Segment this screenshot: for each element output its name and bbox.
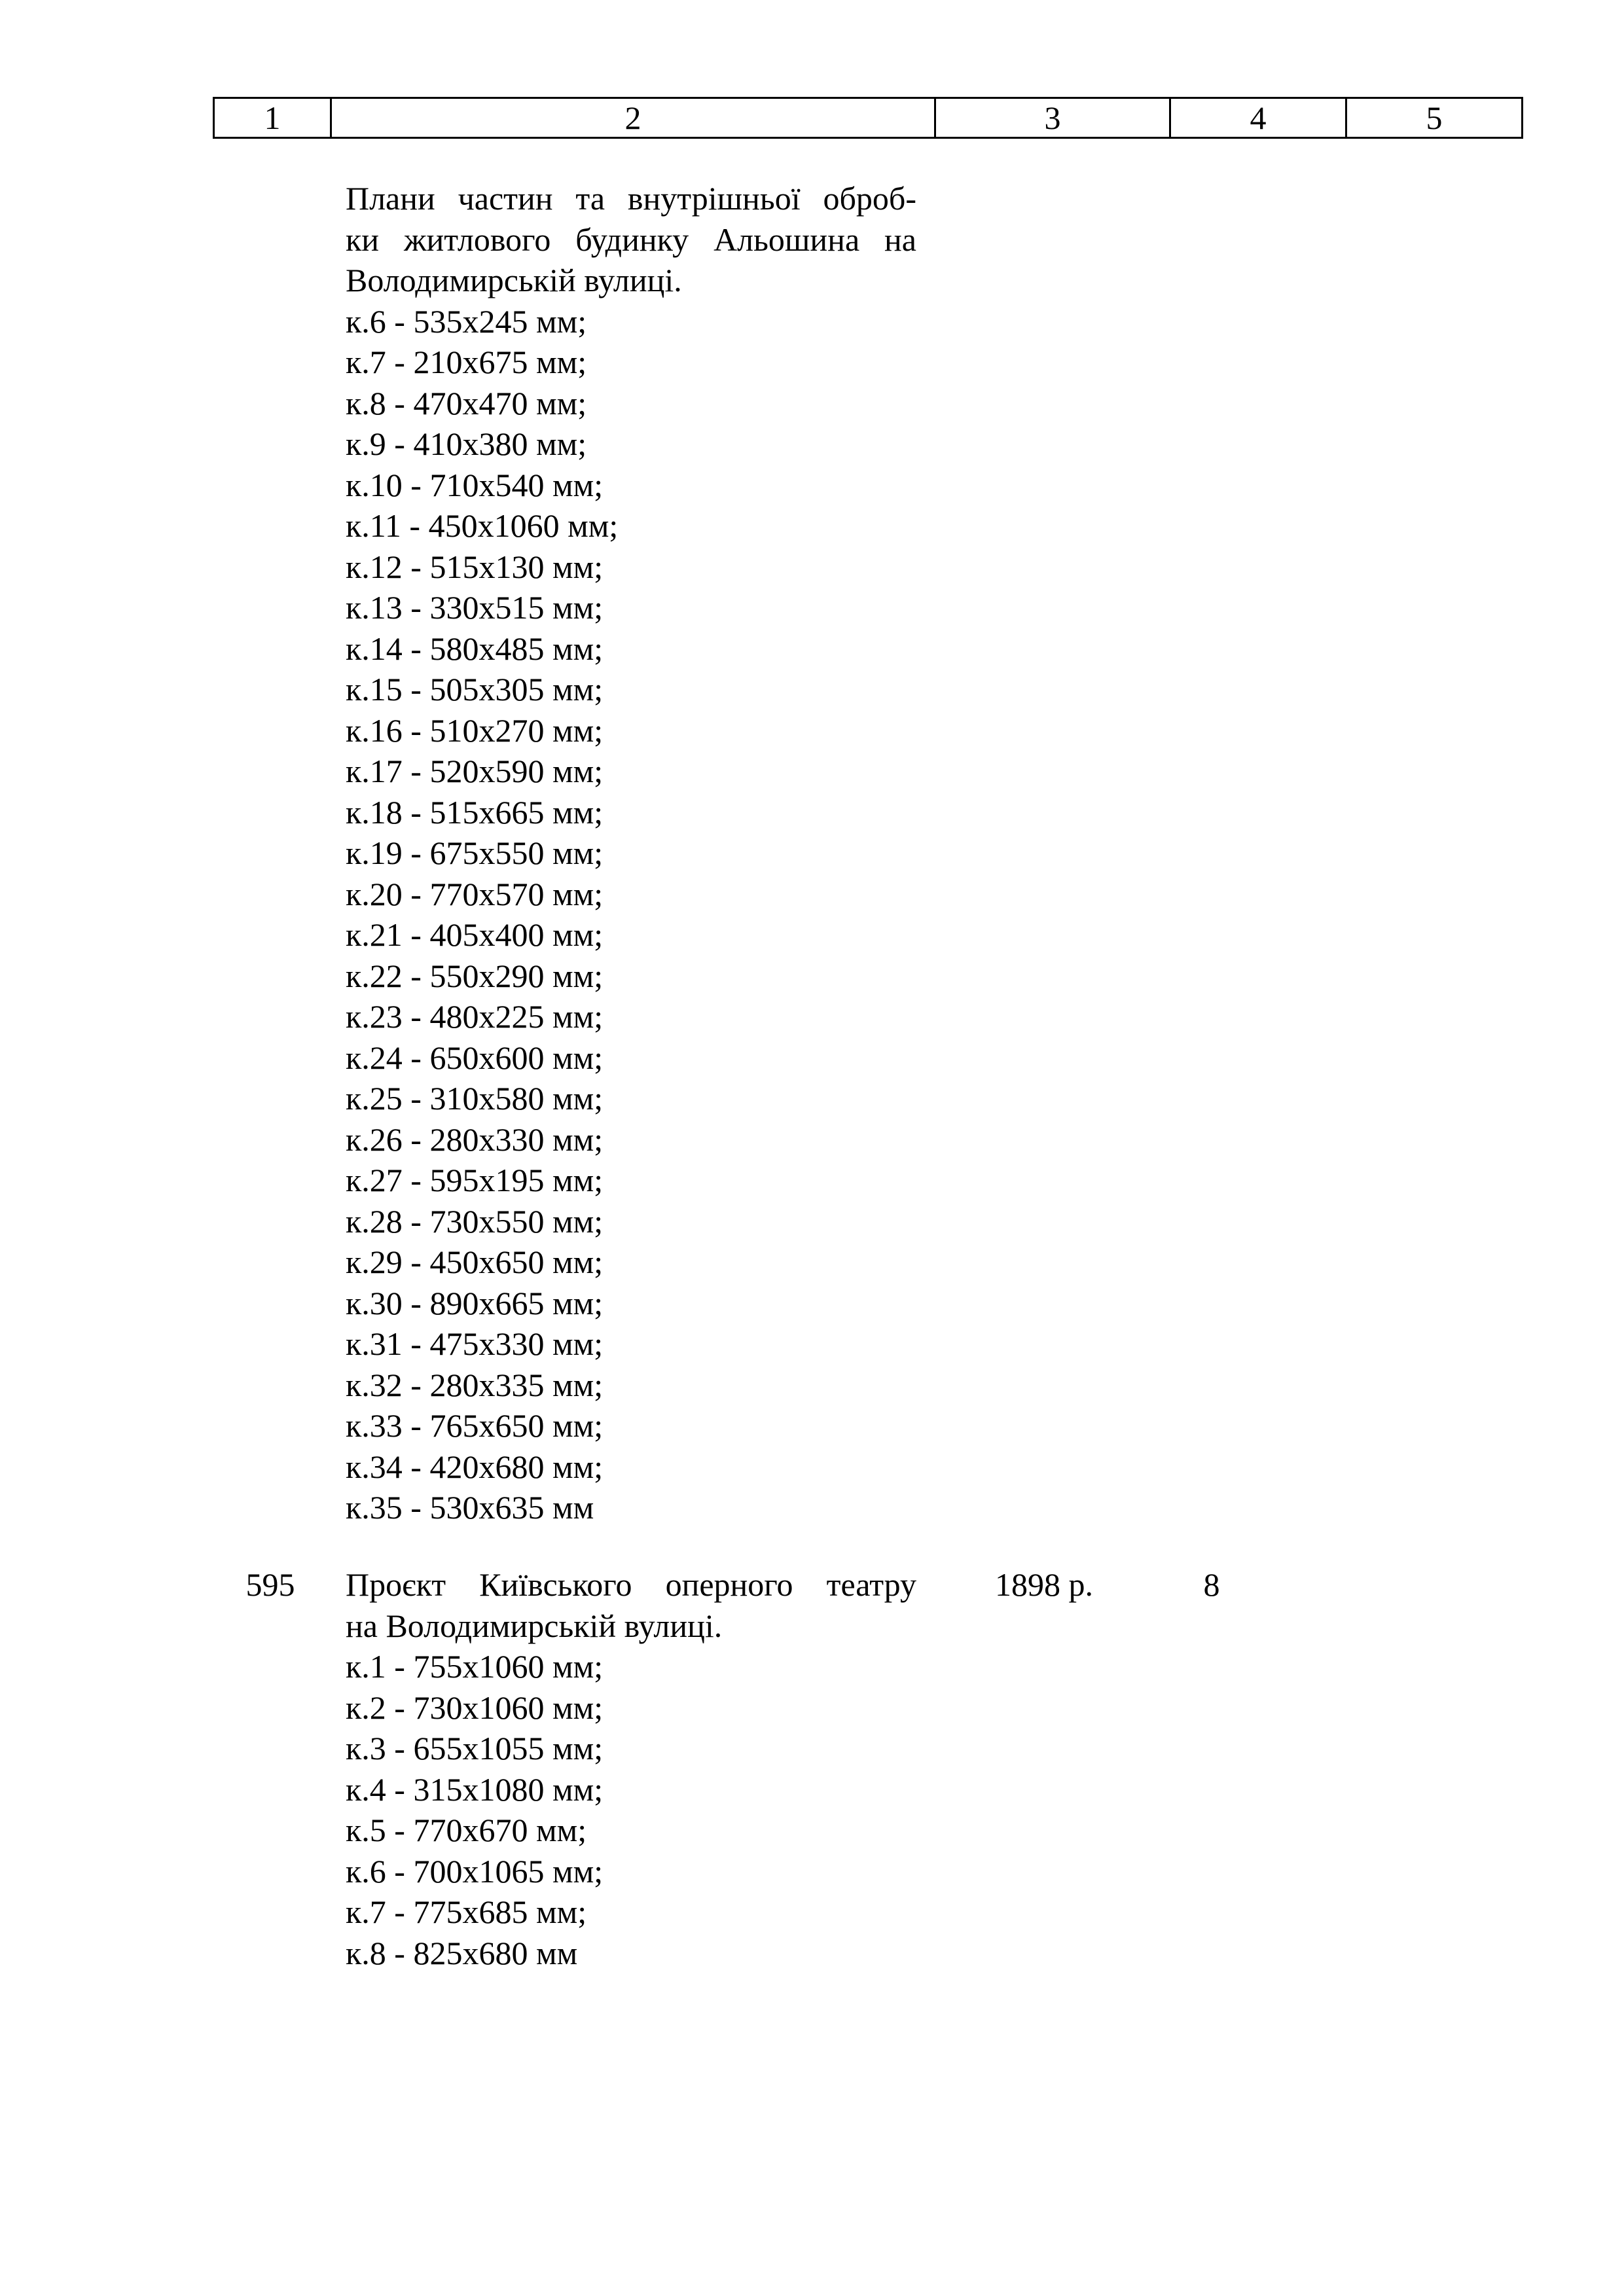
column-header-3: 3 <box>935 98 1170 138</box>
column-header-5: 5 <box>1346 98 1523 138</box>
sheet-dimension-item: к.22 - 550х290 мм; <box>346 957 604 994</box>
sheet-dimension-item: к.26 - 280х330 мм; <box>346 1121 604 1158</box>
column-header-table <box>213 97 1523 139</box>
sheet-dimension-item: к.3 - 655х1055 мм; <box>346 1730 604 1767</box>
sheet-dimension-item: к.34 - 420х680 мм; <box>346 1448 604 1485</box>
sheet-dimension-item: к.12 - 515х130 мм; <box>346 548 604 585</box>
sheet-dimension-item: к.25 - 310х580 мм; <box>346 1080 604 1117</box>
sheet-dimension-item: к.19 - 675х550 мм; <box>346 834 604 871</box>
sheet-dimension-item: к.2 - 730х1060 мм; <box>346 1689 604 1726</box>
entry-title-line: Плани частин та внутрішньої оброб- <box>346 180 916 217</box>
sheet-dimension-item: к.14 - 580х485 мм; <box>346 630 604 667</box>
column-header-2: 2 <box>331 98 935 138</box>
entry-title-line: Володимирській вулиці. <box>346 262 682 298</box>
sheet-dimension-item: к.9 - 410х380 мм; <box>346 425 587 462</box>
entry-sheet-count: 8 <box>1203 1566 1220 1603</box>
sheet-dimension-item: к.28 - 730х550 мм; <box>346 1202 604 1240</box>
sheet-dimension-item: к.7 - 775х685 мм; <box>346 1893 587 1930</box>
column-header-4: 4 <box>1170 98 1346 138</box>
column-header-1: 1 <box>214 98 331 138</box>
sheet-dimension-item: к.21 - 405х400 мм; <box>346 916 604 953</box>
sheet-dimension-item: к.4 - 315х1080 мм; <box>346 1770 604 1808</box>
sheet-dimension-item: к.5 - 770х670 мм; <box>346 1812 587 1848</box>
column-header-row <box>214 98 1523 138</box>
entry-continued-description <box>346 178 916 1528</box>
sheet-dimension-item: к.8 - 825х680 мм <box>346 1934 578 1971</box>
entry-title-line: Проєкт Київського оперного театру <box>346 1566 916 1603</box>
sheet-dimension-item: к.6 - 700х1065 мм; <box>346 1852 604 1890</box>
sheet-dimension-item: к.24 - 650х600 мм; <box>346 1039 604 1076</box>
entry-title-line: на Володимирській вулиці. <box>346 1607 723 1644</box>
sheet-dimension-item: к.23 - 480х225 мм; <box>346 998 604 1035</box>
sheet-dimension-item: к.27 - 595х195 мм; <box>346 1162 604 1198</box>
sheet-dimension-item: к.29 - 450х650 мм; <box>346 1244 604 1280</box>
sheet-dimension-item: к.18 - 515х665 мм; <box>346 793 604 831</box>
sheet-dimension-item: к.8 - 470х470 мм; <box>346 384 587 422</box>
sheet-dimension-item: к.6 - 535х245 мм; <box>346 302 587 340</box>
sheet-dimension-item: к.20 - 770х570 мм; <box>346 875 604 912</box>
sheet-dimension-item: к.32 - 280х335 мм; <box>346 1366 604 1403</box>
sheet-dimension-item: к.17 - 520х590 мм; <box>346 753 604 789</box>
sheet-dimension-item: к.10 - 710х540 мм; <box>346 466 604 503</box>
sheet-dimension-item: к.1 - 755х1060 мм; <box>346 1648 604 1685</box>
sheet-dimension-item: к.31 - 475х330 мм; <box>346 1325 604 1362</box>
sheet-dimension-item: к.33 - 765х650 мм; <box>346 1407 604 1444</box>
sheet-dimension-item: к.16 - 510х270 мм; <box>346 711 604 749</box>
sheet-dimension-item: к.11 - 450х1060 мм; <box>346 507 619 544</box>
entry-number: 595 <box>245 1566 295 1603</box>
sheet-dimension-item: к.15 - 505х305 мм; <box>346 671 604 708</box>
sheet-dimension-item: к.7 - 210х675 мм; <box>346 344 587 380</box>
sheet-dimension-item: к.13 - 330х515 мм; <box>346 589 604 626</box>
sheet-dimension-item: к.30 - 890х665 мм; <box>346 1284 604 1321</box>
entry-title-line: ки житлового будинку Альошина на <box>346 221 916 258</box>
entry-date: 1898 р. <box>995 1566 1093 1603</box>
entry-595-description <box>346 1564 916 1973</box>
sheet-dimension-item: к.35 - 530х635 мм <box>346 1489 594 1526</box>
